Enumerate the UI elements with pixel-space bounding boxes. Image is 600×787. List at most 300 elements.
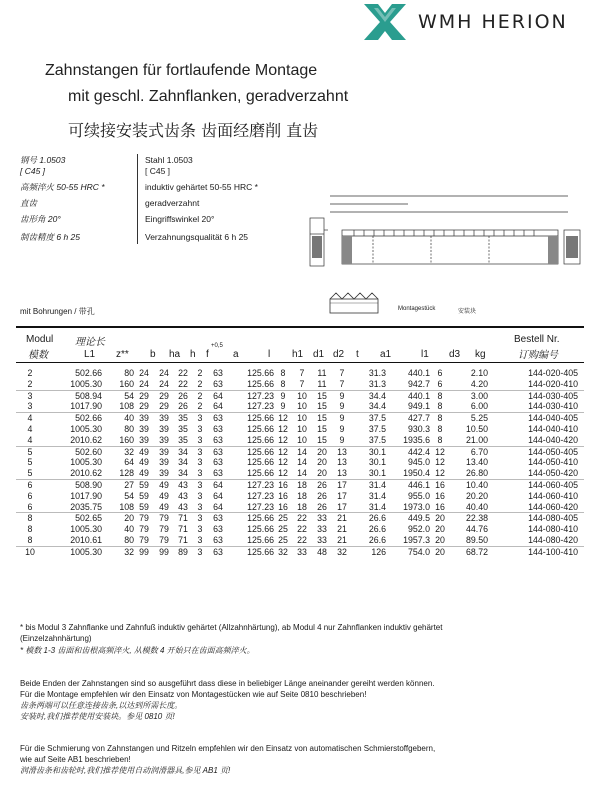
table-cell: 3 [197, 434, 203, 445]
table-cell: 24 [139, 378, 149, 389]
table-cell: 24 [139, 368, 149, 378]
table-cell: 40 [102, 413, 134, 424]
table-cell: 14 [292, 446, 312, 457]
table-cell: 125.66 [247, 368, 274, 378]
table-cell: 144-030-405 [488, 390, 584, 401]
table-cell: 4 [27, 434, 33, 445]
table-cell: 508.94 [44, 390, 102, 401]
table-cell: 79 [154, 513, 174, 524]
note-1: * bis Modul 3 Zahnflanke und Zahnfuß induktiv gehärtet (Allzahnhärtung), ab Modul 4 nur Zahnflanken induktiv gehärtet [20, 623, 443, 632]
spec-cn-5: 制齿精度 6 h 25 [20, 232, 80, 242]
table-cell: 1005.30 [44, 546, 102, 557]
table-row [16, 457, 584, 468]
table-cell: 26 [312, 479, 332, 490]
table-cell: 127.23 [247, 401, 274, 412]
table-cell: 16 [435, 490, 445, 501]
table-row [16, 435, 584, 446]
table-cell: 3 [16, 390, 44, 401]
table-cell: 160 [119, 378, 134, 389]
table-cell: 49 [154, 479, 174, 490]
col-header-t: t [356, 349, 359, 360]
table-cell: 26.6 [368, 524, 386, 535]
table-cell: 20 [317, 457, 327, 468]
table-cell: 63 [213, 468, 223, 479]
table-cell: 7 [339, 368, 345, 378]
table-cell: 13 [337, 457, 347, 468]
table-cell: 31.4 [368, 490, 386, 501]
table-cell: 144-080-405 [488, 513, 584, 524]
table-cell: 144-100-410 [488, 546, 584, 557]
col-header-ha: ha [169, 349, 181, 360]
bohrungen-label: mit Bohrungen / 带孔 [20, 307, 95, 316]
table-cell: 10 [292, 413, 312, 424]
table-cell: 24 [159, 378, 169, 389]
table-cell: 43 [178, 490, 188, 501]
table-cell: 16 [435, 501, 445, 512]
table-cell: 125.66 [228, 446, 274, 457]
table-cell: 59 [139, 501, 149, 512]
table-cell: 930.3 [407, 423, 430, 434]
table-cell: 34.4 [368, 401, 386, 412]
table-cell: 79 [159, 524, 169, 535]
table-cell: 34 [178, 457, 188, 468]
table-cell: 63 [208, 446, 228, 457]
table-cell: 17 [337, 490, 347, 501]
col-header-b: b [150, 349, 156, 360]
table-cell: 1935.6 [403, 434, 430, 445]
table-cell: 63 [213, 368, 223, 378]
montage-piece-drawing [328, 289, 408, 317]
table-cell: 3 [192, 446, 208, 457]
table-cell: 502.66 [75, 368, 102, 378]
table-cell: 144-060-405 [488, 479, 584, 490]
table-cell: 942.7 [407, 378, 430, 389]
note-4b: wie auf Seite AB1 beschrieben! [20, 755, 131, 764]
table-cell: 22 [297, 534, 307, 545]
table-cell: 49 [134, 446, 154, 457]
table-cell: 3 [192, 546, 208, 557]
table-cell: 2 [197, 378, 203, 389]
table-cell: 1005.30 [70, 423, 102, 434]
title-line-1: Zahnstangen für fortlaufende Montage [45, 62, 318, 79]
table-cell: 125.66 [228, 413, 274, 424]
table-cell: 144-040-410 [528, 423, 578, 434]
table-cell: 8 [430, 413, 450, 424]
table-cell: 63 [213, 423, 223, 434]
table-cell: 26.80 [465, 468, 488, 479]
table-cell: 6 [27, 490, 33, 501]
table-cell: 9 [339, 423, 345, 434]
table-cell: 99 [154, 546, 174, 557]
table-cell: 30.1 [368, 468, 386, 479]
table-cell: 2035.75 [70, 501, 102, 512]
col-header-l1: L1 [84, 349, 96, 360]
col-header-l1-cn: 理论长 [75, 337, 105, 348]
table-cell: 22 [178, 368, 188, 378]
table-cell: 945.0 [407, 457, 430, 468]
table-cell: 144-020-410 [528, 378, 578, 389]
table-cell: 37.5 [368, 423, 386, 434]
table-cell: 15 [317, 423, 327, 434]
table-cell: 8 [437, 423, 443, 434]
table-cell: 63 [208, 413, 228, 424]
table-cell: 20 [102, 513, 134, 524]
table-cell: 39 [139, 423, 149, 434]
table-cell: 125.66 [247, 524, 274, 535]
table-cell: 32 [102, 446, 134, 457]
table-cell: 12 [435, 468, 445, 479]
table-cell: 144-040-420 [528, 434, 578, 445]
table-cell: 9 [332, 413, 352, 424]
table-cell: 7 [299, 378, 305, 389]
table-row [16, 401, 584, 412]
table-cell: 64 [213, 501, 223, 512]
table-cell: 442.4 [386, 446, 430, 457]
table-cell: 5.25 [450, 413, 488, 424]
table-cell: 3 [197, 468, 203, 479]
table-cell: 15 [317, 434, 327, 445]
table-cell: 754.0 [386, 546, 430, 557]
table-cell: 949.1 [407, 401, 430, 412]
table-cell: 40 [124, 524, 134, 535]
table-cell: 99 [134, 546, 154, 557]
title-line-2: mit geschl. Zahnflanken, geradverzahnt [68, 88, 349, 105]
table-cell: 59 [134, 479, 154, 490]
table-cell: 144-080-410 [528, 524, 578, 535]
table-cell: 33 [317, 534, 327, 545]
montage-label: Montagestück [398, 306, 436, 312]
table-row [16, 424, 584, 435]
table-cell: 6 [437, 378, 443, 389]
table-cell: 15 [312, 413, 332, 424]
spec-de-5: Verzahnungsqualität 6 h 25 [145, 232, 249, 242]
table-cell: 10 [292, 390, 312, 401]
table-cell: 44.76 [465, 524, 488, 535]
table-cell: 25 [278, 534, 288, 545]
table-cell: 427.7 [386, 413, 430, 424]
col-header-d1: d1 [313, 349, 325, 360]
table-cell: 63 [213, 457, 223, 468]
table-cell: 2010.62 [70, 434, 102, 445]
table-row [16, 513, 584, 524]
table-cell: 18 [292, 479, 312, 490]
table-cell: 25 [274, 513, 292, 524]
table-cell: 449.5 [386, 513, 430, 524]
table-cell: 34.4 [352, 390, 386, 401]
table-cell: 29 [159, 401, 169, 412]
table-cell: 29 [134, 390, 154, 401]
col-header-l1b: l1 [421, 349, 429, 360]
table-cell: 2010.62 [70, 468, 102, 479]
brand-name: WMH HERION [418, 11, 568, 33]
col-header-a1: a1 [380, 349, 392, 360]
table-cell: 16 [430, 479, 450, 490]
table-cell: 35 [178, 434, 188, 445]
table-cell: 32 [102, 546, 134, 557]
rack-drawing-icon [268, 186, 588, 276]
table-cell: 89.50 [465, 534, 488, 545]
spec-cn-1: [ C45 ] [20, 166, 46, 176]
table-cell: 12 [430, 446, 450, 457]
note-3-cn-1: 齿条两端可以任意连接齿条,以达到所需长度。 [20, 701, 183, 710]
table-cell: 31.3 [368, 368, 386, 378]
col-header-d2: d2 [333, 349, 345, 360]
table-cell: 39 [154, 413, 174, 424]
table-cell: 952.0 [407, 524, 430, 535]
table-cell: 3 [197, 423, 203, 434]
table-cell: 9 [280, 401, 286, 412]
table-cell: 10 [297, 434, 307, 445]
table-cell: 29 [154, 390, 174, 401]
table-cell: 35 [178, 423, 188, 434]
table-cell: 3 [192, 413, 208, 424]
spec-divider [137, 154, 138, 244]
table-cell: 2.10 [470, 368, 488, 378]
table-cell: 27 [102, 479, 134, 490]
table-row [16, 479, 584, 490]
note-2: Beide Enden der Zahnstangen sind so ausgeführt dass diese in beliebiger Länge aneinander gereiht werden können. [20, 679, 435, 688]
table-cell: 2 [27, 378, 33, 389]
table-cell: 3 [197, 457, 203, 468]
table-cell: 22 [178, 378, 188, 389]
table-cell: 144-060-410 [528, 490, 578, 501]
table-cell: 2 [27, 368, 33, 378]
table-cell: 1957.3 [403, 534, 430, 545]
table-cell: 10 [297, 401, 307, 412]
table-cell: 20.20 [465, 490, 488, 501]
table-cell: 12 [435, 457, 445, 468]
col-header-h: h [190, 349, 196, 360]
table-cell: 17 [337, 501, 347, 512]
table-cell: 12 [278, 457, 288, 468]
montage-piece-icon [328, 289, 408, 317]
table-cell: 3 [197, 490, 203, 501]
table-cell: 24 [159, 368, 169, 378]
table-row [16, 535, 584, 546]
note-3: Für die Montage empfehlen wir den Einsatz von Montagestücken wie auf Seite 0810 beschrieben! [20, 690, 367, 699]
col-header-bestell: Bestell Nr. [514, 334, 560, 345]
table-cell: 26.6 [368, 534, 386, 545]
table-cell: 18 [297, 501, 307, 512]
col-header-z: z** [116, 349, 129, 360]
table-cell: 11 [317, 378, 327, 389]
table-cell: 37.5 [368, 434, 386, 445]
table-cell: 29 [139, 401, 149, 412]
table-cell: 34 [174, 446, 192, 457]
table-cell: 49 [159, 490, 169, 501]
table-cell: 22 [292, 513, 312, 524]
table-cell: 12 [278, 423, 288, 434]
table-cell: 20 [430, 546, 450, 557]
table-cell: 33 [292, 546, 312, 557]
table-cell: 15 [317, 401, 327, 412]
table-cell: 125.66 [247, 378, 274, 389]
table-cell: 30.1 [352, 446, 386, 457]
table-cell: 39 [154, 446, 174, 457]
spec-de-2: induktiv gehärtet 50-55 HRC * [145, 182, 258, 192]
col-header-h1: h1 [292, 349, 304, 360]
table-cell: 5 [27, 457, 33, 468]
table-cell: 49 [159, 501, 169, 512]
spec-cn-3: 直齿 [20, 198, 38, 208]
table-cell: 20 [312, 446, 332, 457]
table-cell: 7 [299, 368, 305, 378]
col-header-kg: kg [475, 349, 486, 360]
table-row [16, 390, 584, 401]
table-cell: 15 [312, 390, 332, 401]
table-cell: 16 [278, 501, 288, 512]
table-cell: 71 [174, 513, 192, 524]
table-cell: 35 [174, 413, 192, 424]
table-cell: 8 [27, 524, 33, 535]
table-cell: 9 [274, 390, 292, 401]
table-cell: 25 [278, 524, 288, 535]
table-cell: 16 [274, 479, 292, 490]
table-cell: 20 [435, 524, 445, 535]
brand-logo [360, 0, 600, 44]
table-row [16, 446, 584, 457]
header-bottom-rule [16, 362, 584, 363]
table-cell: 39 [159, 434, 169, 445]
table-cell: 17 [332, 479, 352, 490]
table-cell: 5 [27, 468, 33, 479]
table-cell: 71 [178, 524, 188, 535]
table-cell: 440.1 [407, 368, 430, 378]
table-cell: 1017.90 [70, 490, 102, 501]
table-cell: 3 [27, 401, 33, 412]
table-cell: 10.40 [450, 479, 488, 490]
col-header-l: l [268, 349, 271, 360]
table-cell: 68.72 [450, 546, 488, 557]
table-cell: 7 [339, 378, 345, 389]
table-cell: 3 [197, 501, 203, 512]
note-1-cn: * 模数 1-3 齿面和齿根高频淬火, 从模数 4 开始只在齿面高频淬火。 [20, 646, 255, 655]
table-cell: 89 [174, 546, 192, 557]
table-cell: 6 [16, 479, 44, 490]
table-row [16, 413, 584, 424]
table-cell: 127.23 [228, 479, 274, 490]
table-cell: 4.20 [470, 378, 488, 389]
table-cell: 63 [208, 546, 228, 557]
table-cell: 79 [134, 513, 154, 524]
spec-de-4: Eingriffswinkel 20° [145, 214, 215, 224]
table-cell: 33 [317, 524, 327, 535]
table-cell: 125.66 [247, 534, 274, 545]
table-cell: 160 [119, 434, 134, 445]
table-cell: 10.50 [465, 423, 488, 434]
table-cell: 9 [339, 434, 345, 445]
table-cell: 80 [124, 423, 134, 434]
wmh-logo-icon [360, 0, 410, 44]
table-cell: 127.23 [247, 490, 274, 501]
table-cell: 2010.61 [70, 534, 102, 545]
table-cell: 502.66 [44, 413, 102, 424]
table-cell: 21 [337, 534, 347, 545]
spec-de-1: [ C45 ] [145, 166, 171, 176]
table-top-rule [16, 326, 584, 328]
table-cell: 59 [139, 490, 149, 501]
table-cell: 80 [124, 534, 134, 545]
table-cell: 49 [139, 468, 149, 479]
spec-cn-4: 齿形角 20° [20, 214, 61, 224]
table-cell: 108 [119, 501, 134, 512]
note-3-cn-2: 安装时,我们推荐使用安装块。参见 0810 页! [20, 712, 175, 721]
table-cell: 3.00 [450, 390, 488, 401]
spec-de-0: Stahl 1.0503 [145, 155, 193, 165]
table-cell: 12 [274, 413, 292, 424]
table-cell: 144-080-420 [528, 534, 578, 545]
table-cell: 63 [213, 524, 223, 535]
table-cell: 144-050-420 [528, 468, 578, 479]
table-cell: 11 [317, 368, 327, 378]
table-cell: 64 [213, 490, 223, 501]
table-cell: 12 [278, 468, 288, 479]
table-cell: 26 [174, 390, 192, 401]
table-cell: 13.40 [465, 457, 488, 468]
table-cell: 39 [134, 413, 154, 424]
table-cell: 128 [119, 468, 134, 479]
table-cell: 26 [317, 490, 327, 501]
table-cell: 6 [27, 501, 33, 512]
table-cell: 79 [139, 534, 149, 545]
table-cell: 125.66 [247, 457, 274, 468]
table-cell: 22 [297, 524, 307, 535]
table-cell: 63 [213, 378, 223, 389]
table-cell: 8 [280, 368, 286, 378]
spec-de-3: geradverzahnt [145, 198, 200, 208]
table-cell: 144-060-420 [528, 501, 578, 512]
table-cell: 13 [332, 446, 352, 457]
table-cell: 64 [213, 401, 223, 412]
table-cell: 144-040-405 [488, 413, 584, 424]
table-cell: 26 [317, 501, 327, 512]
table-cell: 3 [192, 479, 208, 490]
table-cell: 33 [312, 513, 332, 524]
table-cell: 127.23 [247, 501, 274, 512]
table-cell: 12 [278, 434, 288, 445]
title-chinese: 可续接安装式齿条 齿面经磨削 直齿 [68, 121, 319, 140]
table-cell: 12 [274, 446, 292, 457]
table-cell: 8 [437, 401, 443, 412]
table-cell: 8 [430, 390, 450, 401]
table-row [16, 502, 584, 513]
note-1b: (Einzelzahnhärtung) [20, 634, 92, 643]
table-cell: 20 [430, 513, 450, 524]
table-cell: 22.38 [450, 513, 488, 524]
table-cell: 43 [178, 501, 188, 512]
table-cell: 49 [139, 457, 149, 468]
table-cell: 48 [312, 546, 332, 557]
table-cell: 125.66 [228, 546, 274, 557]
spec-cn-2: 高频淬火 50-55 HRC * [20, 182, 105, 192]
table-cell: 1005.30 [70, 378, 102, 389]
rack-data-table [16, 368, 584, 558]
table-cell: 10 [16, 546, 44, 557]
table-cell: 21 [337, 524, 347, 535]
table-cell: 39 [139, 434, 149, 445]
table-row [16, 368, 584, 379]
table-cell: 508.90 [44, 479, 102, 490]
table-cell: 79 [159, 534, 169, 545]
table-cell: 1973.0 [403, 501, 430, 512]
table-row [16, 546, 584, 557]
table-cell: 39 [159, 423, 169, 434]
table-cell: 125.66 [228, 513, 274, 524]
table-cell: 54 [124, 490, 134, 501]
table-cell: 2 [192, 390, 208, 401]
table-cell: 502.65 [44, 513, 102, 524]
col-header-f-tol: +0,5 [211, 343, 223, 349]
